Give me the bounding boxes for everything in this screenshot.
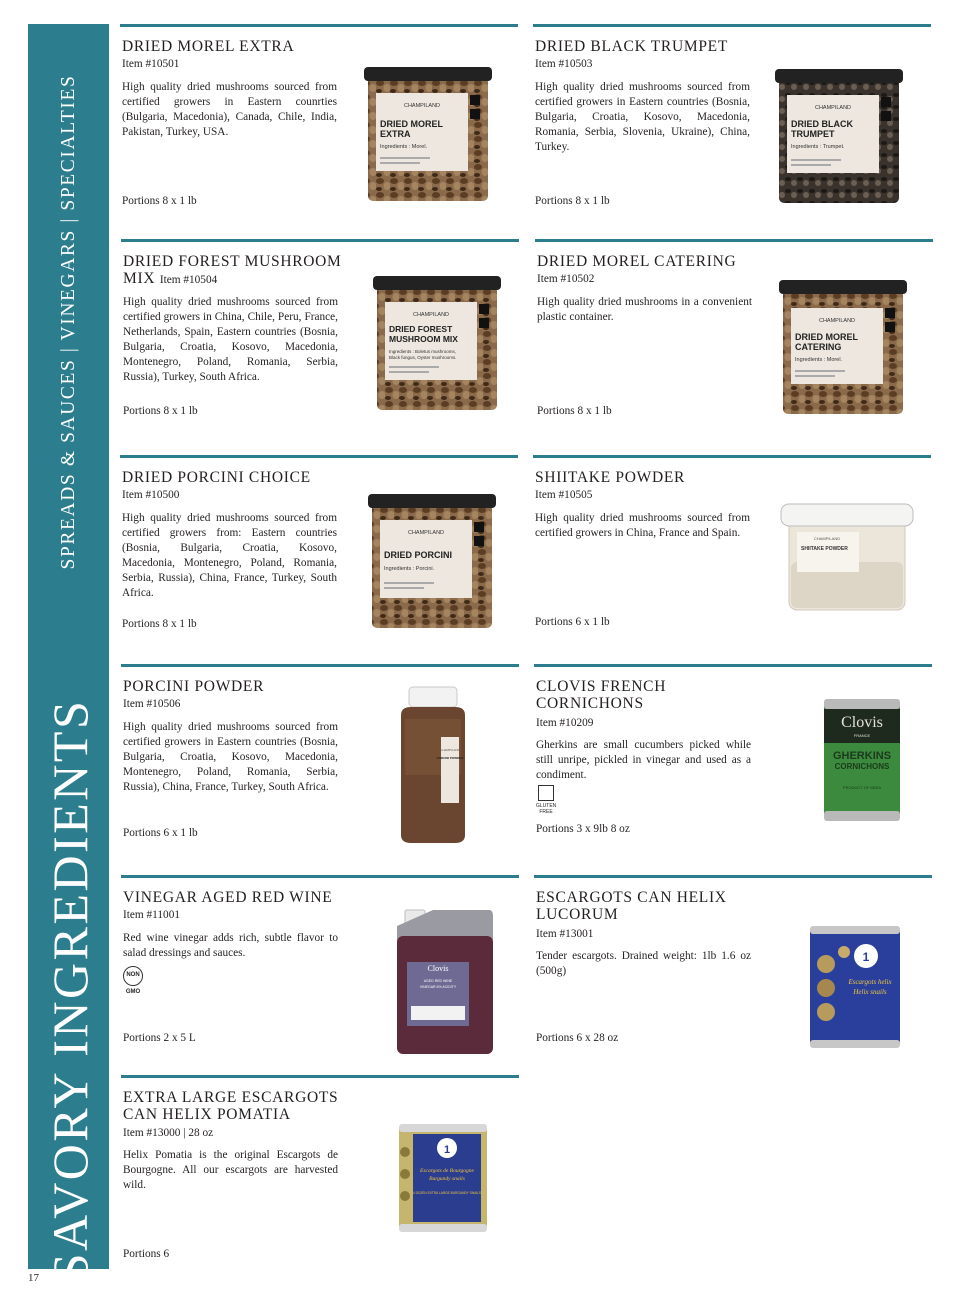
section-subtitle: SPREADS & SAUCES | VINEGARS | SPECIALTIES <box>57 74 79 570</box>
product-image <box>393 906 497 1056</box>
svg-text:CATERING: CATERING <box>795 342 842 352</box>
svg-text:DRIED PORCINI: DRIED PORCINI <box>384 550 453 560</box>
product-description: Gherkins are small cucumbers picked while still unripe, pickled in vinegar and used as a condiment. <box>536 739 751 781</box>
product-image <box>773 67 905 207</box>
svg-text:CORNICHONS: CORNICHONS <box>834 762 890 771</box>
item-number: Item #10500 <box>122 489 180 501</box>
svg-text:DRIED MOREL: DRIED MOREL <box>795 332 858 342</box>
svg-text:CHAMPILAND: CHAMPILAND <box>818 318 856 324</box>
svg-text:MUSHROOM MIX: MUSHROOM MIX <box>389 334 458 344</box>
portions: Portions 3 x 9lb 8 oz <box>536 823 630 835</box>
portions: Portions 6 x 1 lb <box>535 616 610 628</box>
portions: Portions 8 x 1 lb <box>122 618 197 630</box>
svg-text:AGED RED WINE: AGED RED WINE <box>423 979 453 983</box>
product-description: High quality dried mushrooms sourced from certified growers in Eastern countries (Bosnia, Bulgaria, Croatia, Kosovo, Macedonia, Montenegro, Poland, Romania, Serbia, Russia), China, France, Turkey, South Africa. <box>123 721 338 793</box>
svg-text:Escargots helix: Escargots helix <box>848 978 892 986</box>
svg-text:Ingredients : Porcini.: Ingredients : Porcini. <box>384 566 435 572</box>
product-description: Helix Pomatia is the original Escargots de Bourgogne. All our escargots are harvested wild. <box>123 1149 338 1191</box>
svg-text:1: 1 <box>443 1144 451 1156</box>
svg-text:Black fungus, Oyster mushrooms: Black fungus, Oyster mushrooms. <box>389 355 457 360</box>
product-image <box>397 1122 489 1234</box>
portions: Portions 8 x 1 lb <box>535 195 610 207</box>
product-title: DRIED BLACK TRUMPET <box>535 38 728 55</box>
non-gmo-badge: NON GMO <box>123 966 143 986</box>
portions: Portions 6 x 1 lb <box>123 827 198 839</box>
product-title: DRIED PORCINI CHOICE <box>122 469 311 486</box>
svg-text:CHAMPILAND: CHAMPILAND <box>440 748 460 752</box>
product-image <box>777 278 909 418</box>
pack-brand: CHAMPILAND <box>403 103 441 109</box>
svg-text:DRIED BLACK: DRIED BLACK <box>791 119 853 129</box>
svg-text:Clovis: Clovis <box>427 964 449 973</box>
product-image <box>371 274 503 414</box>
product-title: PORCINI POWDER <box>123 678 265 695</box>
item-number: Item #10502 <box>537 273 595 285</box>
product-image <box>362 65 494 205</box>
svg-text:DRIED FOREST: DRIED FOREST <box>389 324 453 334</box>
product-description: High quality dried mushrooms sourced from certified growers from: Eastern countries (Bosnia, Bulgaria, Croatia, Kosovo, Macedonia, Montenegro, Poland, Romania, Serbia, Russia), China, France, Turkey, South Africa. <box>122 512 337 599</box>
product-porcini-powder <box>121 664 519 859</box>
page-number: 17 <box>28 1272 39 1284</box>
item-number: Item #10501 <box>122 58 180 70</box>
svg-text:TRUMPET: TRUMPET <box>791 129 835 139</box>
section-title: SAVORY INGREDIENTS <box>42 698 98 1282</box>
product-description: Red wine vinegar adds rich, subtle flavor to salad dressings and sauces. <box>123 932 338 959</box>
product-dried-black-trumpet <box>533 24 931 214</box>
product-dried-forest-mushroom-mix <box>121 239 519 434</box>
product-escargots-helix-pomatia <box>121 1075 519 1270</box>
product-image <box>395 685 471 845</box>
product-image <box>779 502 915 614</box>
svg-text:CHAMPILAND: CHAMPILAND <box>813 536 841 541</box>
svg-text:1: 1 <box>862 950 870 964</box>
svg-text:CHAMPILAND: CHAMPILAND <box>814 105 852 111</box>
svg-text:PORCINI POWDER: PORCINI POWDER <box>436 756 464 760</box>
portions: Portions 6 x 28 oz <box>536 1032 619 1044</box>
product-description: Tender escargots. Drained weight: 1lb 1.6 oz (500g) <box>536 950 751 977</box>
product-vinegar-aged-red-wine <box>121 875 519 1070</box>
product-description: High quality dried mushrooms in a convenient plastic container. <box>537 296 752 323</box>
svg-text:FRANCE: FRANCE <box>853 733 871 738</box>
portions: Portions 8 x 1 lb <box>537 405 612 417</box>
product-shiitake-powder <box>533 455 931 650</box>
product-title: SHIITAKE POWDER <box>535 469 686 486</box>
product-dried-morel-extra <box>120 24 518 214</box>
portions: Portions 2 x 5 L <box>123 1032 196 1044</box>
product-description: High quality dried mushrooms sourced from certified growers in Eastern countries (Bosnia, Bulgaria, Croatia, Kosovo, Macedonia, Romania, Serbia, Slovenia, Ukraine), China, Turkey. <box>535 81 750 153</box>
item-number: Item #10506 <box>123 698 181 710</box>
svg-text:Ingredients : Boletus mushroom: Ingredients : Boletus mushrooms, <box>389 349 457 354</box>
svg-text:PRODUCT OF INDIA: PRODUCT OF INDIA <box>842 785 882 790</box>
item-number: Item #10503 <box>535 58 593 70</box>
svg-text:DRIED MOREL: DRIED MOREL <box>380 119 443 129</box>
item-number: Item #10505 <box>535 489 593 501</box>
product-description: High quality dried mushrooms sourced from certified growers in Eastern counrties (Bulgaria, Macedonia), Canada, Chile, India, Pakistan, Turkey, USA. <box>122 81 337 138</box>
item-number: Item #13001 <box>536 928 594 940</box>
product-title: VINEGAR AGED RED WINE <box>123 889 333 906</box>
svg-text:CHAMPILAND: CHAMPILAND <box>407 530 445 536</box>
svg-text:Ingredients : Morel.: Ingredients : Morel. <box>795 357 843 363</box>
svg-text:SHIITAKE POWDER: SHIITAKE POWDER <box>801 546 848 552</box>
svg-text:CHAMPILAND: CHAMPILAND <box>412 312 450 318</box>
product-dried-porcini-choice <box>120 455 518 650</box>
product-description: High quality dried mushrooms sourced from certified growers in China, France and Spain. <box>535 512 750 539</box>
item-number: Item #10504 <box>159 274 218 286</box>
wheat-icon <box>538 785 554 801</box>
portions: Portions 8 x 1 lb <box>123 405 198 417</box>
item-number: Item #10209 <box>536 717 594 729</box>
gluten-free-badge: GLUTEN FREE <box>536 785 556 813</box>
product-title: DRIED MOREL CATERING <box>537 253 737 270</box>
product-escargots-helix-lucorum <box>534 875 932 1070</box>
product-title: DRIED MOREL EXTRA <box>122 38 295 55</box>
product-image <box>366 492 498 632</box>
product-clovis-french-cornichons <box>534 664 932 859</box>
product-dried-morel-catering <box>535 239 933 434</box>
svg-text:4 DOZEN EXTRA LARGE BURGUNDY S: 4 DOZEN EXTRA LARGE BURGUNDY SNAILS <box>412 1191 482 1195</box>
svg-text:Escargots de Bourgogne: Escargots de Bourgogne <box>420 1168 474 1174</box>
svg-text:VINEGAR 6% ACIDITY: VINEGAR 6% ACIDITY <box>419 985 457 989</box>
item-number: Item #13000 | 28 oz <box>123 1127 214 1139</box>
product-description: High quality dried mushrooms sourced from certified growers in China, Chile, Peru, France, Netherlands, Spain, Eastern countries (Bosnia, Bulgaria, Croatia, Kosovo, Macedonia, Montenegro, Poland, Romania, Serbia, Russia), Turkey, South Africa. <box>123 296 338 383</box>
product-image <box>822 697 902 823</box>
item-number: Item #11001 <box>123 909 180 921</box>
svg-text:Clovis: Clovis <box>841 714 883 731</box>
svg-text:Helix snails: Helix snails <box>853 988 887 996</box>
svg-text:Ingredients : Trumpet.: Ingredients : Trumpet. <box>791 144 845 150</box>
pack-ingredients: Ingredients : Morel. <box>380 144 428 150</box>
portions: Portions 6 <box>123 1248 170 1260</box>
svg-text:EXTRA: EXTRA <box>380 129 411 139</box>
product-title: DRIED FOREST MUSHROOM MIX Item #10504 <box>123 253 342 287</box>
product-title: CLOVIS FRENCH CORNICHONS <box>536 678 667 712</box>
svg-text:Burgundy snails: Burgundy snails <box>429 1176 465 1182</box>
product-title: ESCARGOTS CAN HELIX LUCORUM <box>536 889 727 923</box>
svg-text:GHERKINS: GHERKINS <box>832 750 892 762</box>
product-title: EXTRA LARGE ESCARGOTS CAN HELIX POMATIA <box>123 1089 339 1123</box>
product-image <box>808 924 902 1050</box>
portions: Portions 8 x 1 lb <box>122 195 197 207</box>
